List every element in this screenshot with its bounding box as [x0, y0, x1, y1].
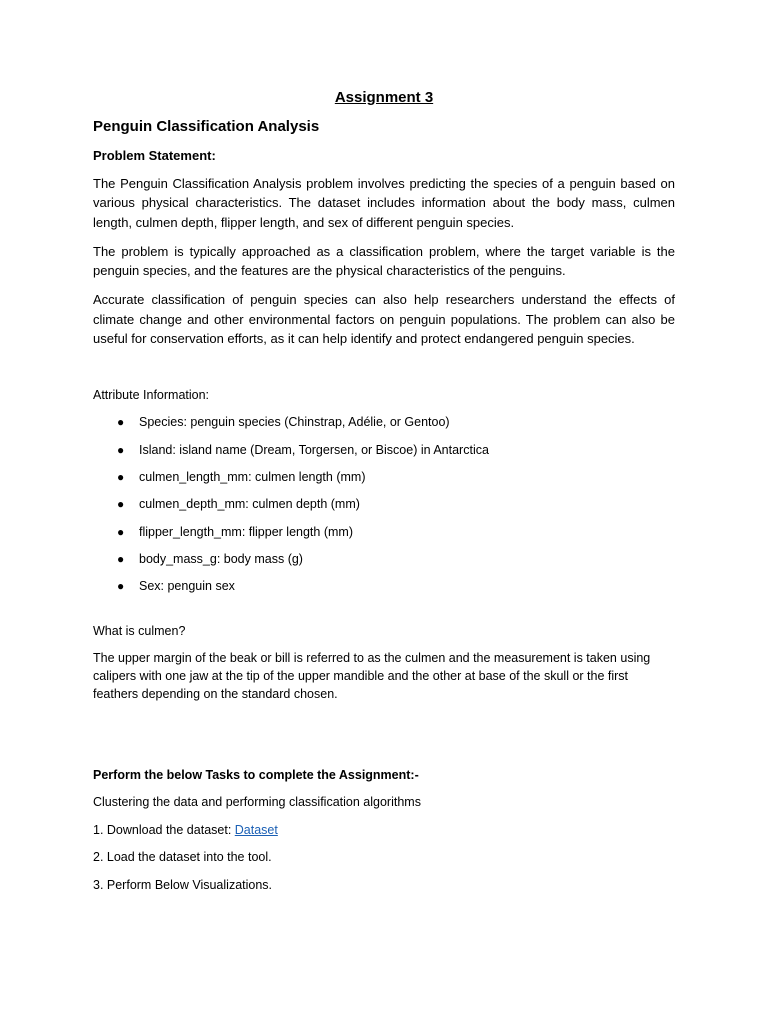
attribute-item-body-mass: ● body_mass_g: body mass (g): [117, 551, 303, 566]
culmen-answer: The upper margin of the beak or bill is referred to as the culmen and the measurement is taken using calipers with one jaw at the tip of the upper mandible and the other at base of the skull or the first feathers depending on the standard chosen.: [93, 651, 651, 702]
problem-paragraph-3: Accurate classification of penguin species can also help researchers understand the effects of climate change and other environmental factors on penguin populations. The problem can also be useful for conservation efforts, as it can help identify and protect endangered penguin species.: [93, 292, 675, 347]
bullet-icon: ●: [117, 442, 125, 457]
task-2: 2. Load the dataset into the tool.: [93, 850, 272, 865]
task-1: [93, 821, 675, 839]
attribute-item-island: ● Island: island name (Dream, Torgersen, or Biscoe) in Antarctica: [117, 442, 489, 457]
attribute-heading: Attribute Information:: [93, 388, 210, 403]
attribute-item-sex: ● Sex: penguin sex: [117, 579, 235, 594]
attribute-item-flipper-length: ● flipper_length_mm: flipper length (mm): [117, 524, 353, 539]
document-page: [93, 88, 675, 903]
problem-paragraph-1: The Penguin Classification Analysis problem involves predicting the species of a penguin based on various physical characteristics. The dataset includes information about the body mass, culmen length, culmen depth, flipper length, and sex of different penguin species.: [93, 176, 675, 230]
bullet-icon: ●: [117, 579, 125, 594]
task-1-text: 1. Download the dataset:: [93, 822, 235, 837]
problem-paragraph-2: The problem is typically approached as a classification problem, where the target variable is the penguin species, and the features are the physical characteristics of the penguins.: [93, 243, 675, 279]
bullet-icon: ●: [117, 524, 125, 539]
attribute-item-culmen-depth: ● culmen_depth_mm: culmen depth (mm): [117, 497, 360, 512]
attribute-list: [93, 413, 675, 604]
bullet-icon: ●: [117, 469, 125, 484]
tasks-intro: Clustering the data and performing classification algorithms: [93, 795, 421, 810]
bullet-icon: ●: [117, 497, 125, 512]
dataset-link[interactable]: Dataset: [234, 822, 278, 837]
document-subtitle: Penguin Classification Analysis: [93, 118, 320, 135]
attribute-item-culmen-length: ● culmen_length_mm: culmen length (mm): [117, 469, 366, 484]
problem-statement-heading: Problem Statement:: [93, 148, 216, 163]
culmen-question: What is culmen?: [93, 624, 186, 639]
bullet-icon: ●: [117, 415, 125, 430]
tasks-heading: Perform the below Tasks to complete the Assignment:-: [93, 768, 419, 783]
bullet-icon: ●: [117, 551, 125, 566]
attribute-item-species: ● Species: penguin species (Chinstrap, Adélie, or Gentoo): [117, 415, 450, 430]
task-3: 3. Perform Below Visualizations.: [93, 877, 273, 892]
document-title: Assignment 3: [334, 89, 434, 106]
